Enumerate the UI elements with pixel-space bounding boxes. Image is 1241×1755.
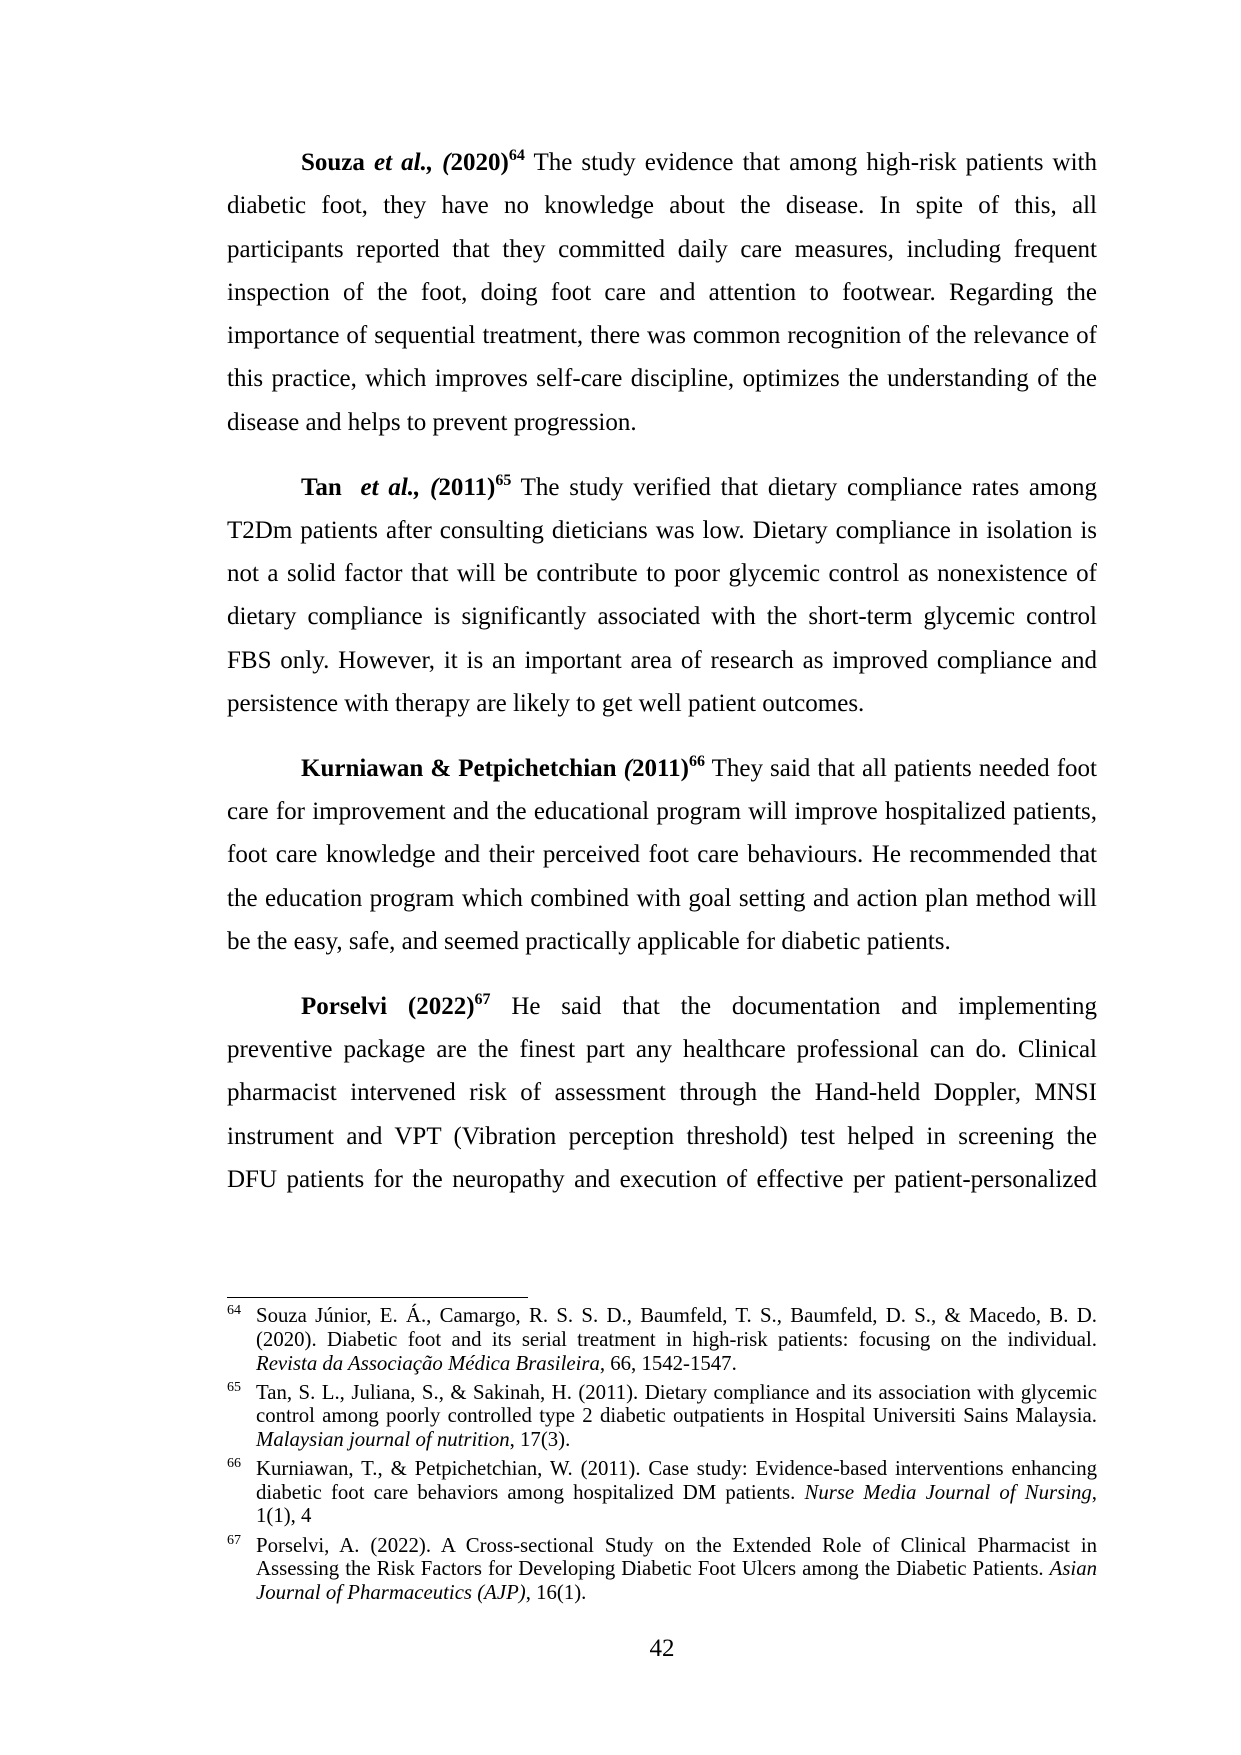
- footnote-66: [227, 1457, 1097, 1528]
- paragraph-porselvi: [227, 985, 1097, 1201]
- footnote-text: Assessing the Risk Factors for Developing Diabetic Foot Ulcers among the Diabetic Patients.: [256, 1557, 1044, 1581]
- footnote-64: [227, 1304, 1097, 1375]
- text-line: instrument and VPT (Vibration perception threshold) test helped in screening the: [227, 1122, 1097, 1150]
- footnote-line: control among poorly controlled type 2 diabetic outpatients in Hospital Universiti Sains Malaysia.: [256, 1404, 1097, 1428]
- journal-title: Asian: [1049, 1557, 1097, 1581]
- citation-year: 2011): [631, 754, 689, 782]
- footnote-ref: 66: [688, 752, 705, 770]
- paragraph-tan: [227, 466, 1097, 726]
- footnote-line: 1(1), 4: [256, 1504, 312, 1528]
- footnote-text: diabetic foot care behaviors among hospitalized DM patients.: [256, 1480, 796, 1504]
- text-line: not a solid factor that will be contribute to poor glycemic control as nonexistence of: [227, 560, 1097, 588]
- text-line: diabetic foot, they have no knowledge about the disease. In spite of this, all: [227, 192, 1097, 220]
- footnote-number: 64: [227, 1303, 241, 1319]
- text-line: disease and helps to prevent progression.: [227, 408, 637, 436]
- footnote-line: [256, 1352, 1097, 1376]
- citation-author: Tan: [301, 473, 342, 501]
- footnote-ref: 64: [508, 147, 525, 164]
- citation-author: Souza: [301, 149, 365, 176]
- citation-year: 2011): [438, 473, 496, 501]
- footnote-line: Tan, S. L., Juliana, S., & Sakinah, H. (2011). Dietary compliance and its association with glycemic: [256, 1380, 1097, 1404]
- text-line: DFU patients for the neuropathy and execution of effective per patient-personalized: [227, 1166, 1097, 1194]
- line-text: The study evidence that among high-risk patients with: [533, 149, 1097, 176]
- citation-et-al: et al., (: [374, 149, 451, 176]
- footnote-line: (2020). Diabetic foot and its serial treatment in high-risk patients: focusing on the individual.: [256, 1327, 1097, 1351]
- footnote-65: [227, 1381, 1097, 1452]
- text-line: importance of sequential treatment, there was common recognition of the relevance of: [227, 322, 1097, 350]
- footnote-separator: [227, 1297, 528, 1298]
- text-line: the education program which combined with goal setting and action plan method will: [227, 884, 1097, 912]
- text-line: inspection of the foot, doing foot care and attention to footwear. Regarding the: [227, 278, 1097, 306]
- text-line: persistence with therapy are likely to get well patient outcomes.: [227, 690, 865, 718]
- footnote-number: 66: [227, 1456, 241, 1472]
- text-line: this practice, which improves self-care discipline, optimizes the understanding of the: [227, 365, 1097, 393]
- journal-title: Revista da Associação Médica Brasileira: [256, 1351, 600, 1375]
- footnote-line: [256, 1581, 1097, 1605]
- journal-title: Nurse Media Journal of Nursing: [804, 1480, 1092, 1504]
- journal-details: , 66, 1542-1547.: [599, 1351, 737, 1375]
- text-line: T2Dm patients after consulting dieticians was low. Dietary compliance in isolation is: [227, 516, 1097, 544]
- footnote-ref: 67: [474, 990, 491, 1008]
- footnotes: [227, 1304, 1097, 1610]
- line-text: They said that all patients needed foot: [711, 754, 1097, 782]
- footnote-line: [256, 1428, 1097, 1452]
- footnote-ref: 65: [495, 471, 512, 489]
- footnote-line: Porselvi, A. (2022). A Cross-sectional Study on the Extended Role of Clinical Pharmacist in: [256, 1533, 1097, 1557]
- journal-title: Journal of Pharmaceutics (AJP): [256, 1580, 526, 1604]
- footnote-line: Souza Júnior, E. Á., Camargo, R. S. S. D., Baumfeld, T. S., Baumfeld, D. S., & Macedo, B. D.: [256, 1304, 1097, 1328]
- footnote-67: [227, 1534, 1097, 1605]
- text-line: [227, 747, 1097, 790]
- text-line: preventive package are the finest part any healthcare professional can do. Clinical: [227, 1036, 1097, 1064]
- journal-details: , 16(1).: [525, 1580, 587, 1604]
- citation-et-al: et al., (: [360, 473, 439, 501]
- body-text: [227, 141, 1097, 1223]
- paragraph-souza: [227, 141, 1097, 444]
- text-line: participants reported that they committed daily care measures, including frequent: [227, 235, 1097, 263]
- text-line: [227, 466, 1097, 509]
- citation-paren: (: [623, 754, 632, 782]
- text-line: [227, 985, 1097, 1028]
- text-line: dietary compliance is significantly associated with the short-term glycemic control: [227, 603, 1097, 631]
- journal-title: Malaysian journal of nutrition: [256, 1427, 510, 1451]
- citation-year: (2022): [407, 992, 475, 1020]
- text-line: pharmacist intervened risk of assessment through the Hand-held Doppler, MNSI: [227, 1079, 1097, 1107]
- page-number: 42: [649, 1635, 675, 1662]
- paragraph-kurniawan: [227, 747, 1097, 963]
- footnote-number: 67: [227, 1532, 241, 1548]
- citation-author: Kurniawan & Petpichetchian: [301, 754, 617, 782]
- text-line: FBS only. However, it is an important area of research as improved compliance and: [227, 646, 1097, 674]
- footnote-line: [256, 1481, 1097, 1505]
- citation-year: 2020): [450, 149, 509, 176]
- footnote-line: Kurniawan, T., & Petpichetchian, W. (2011). Case study: Evidence-based interventions enhancing: [256, 1457, 1097, 1481]
- footnote-number: 65: [227, 1379, 241, 1395]
- journal-details: , 17(3).: [509, 1427, 571, 1451]
- text-line: be the easy, safe, and seemed practically applicable for diabetic patients.: [227, 928, 951, 956]
- journal-details: ,: [1091, 1480, 1097, 1504]
- line-text: He said that the documentation and implementing: [511, 992, 1097, 1020]
- line-text: The study verified that dietary compliance rates among: [520, 473, 1097, 501]
- text-line: [227, 141, 1097, 184]
- citation-author: Porselvi: [301, 992, 388, 1020]
- footnote-line: [256, 1557, 1097, 1581]
- text-line: foot care knowledge and their perceived foot care behaviours. He recommended that: [227, 841, 1097, 869]
- text-line: care for improvement and the educational program will improve hospitalized patients,: [227, 798, 1097, 826]
